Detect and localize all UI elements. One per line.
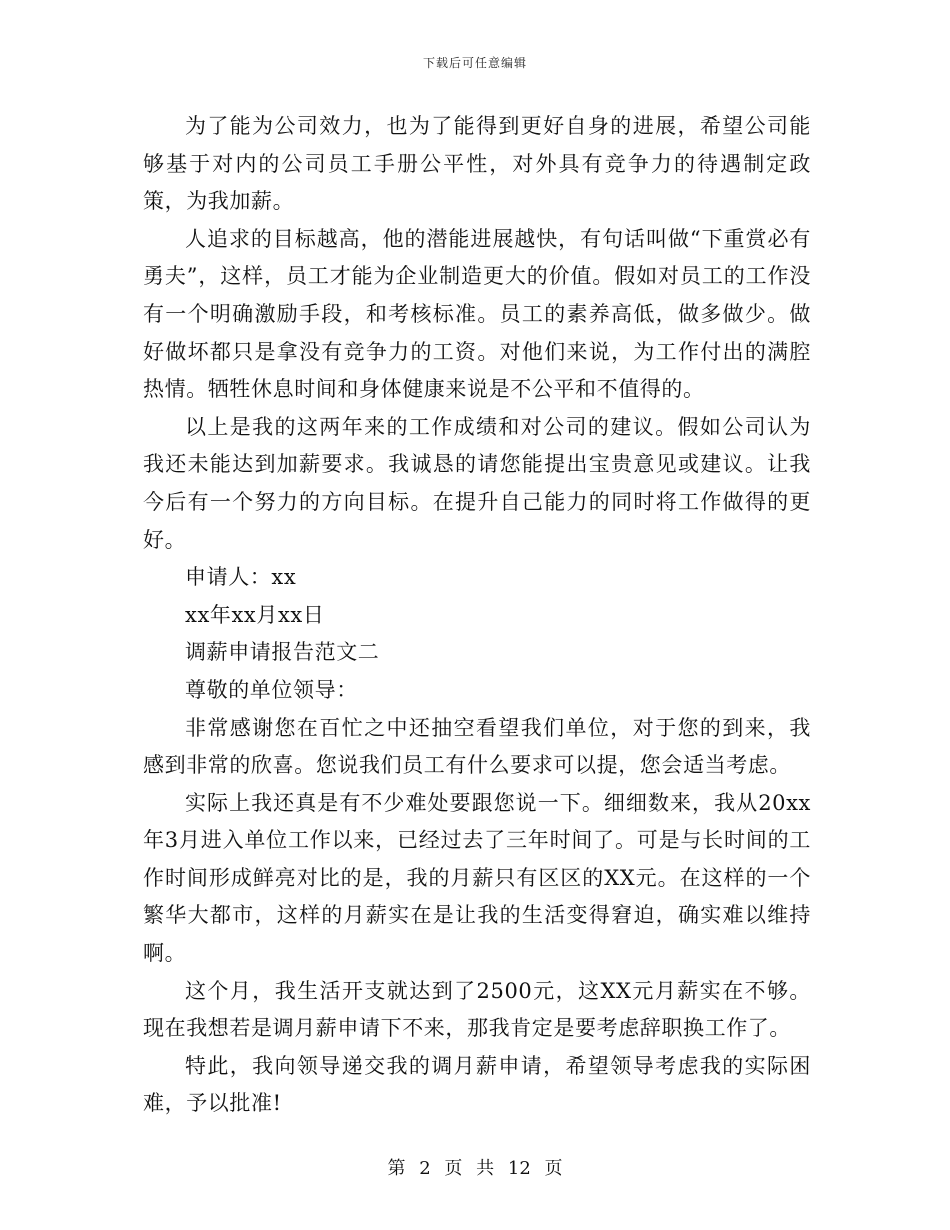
paragraph: 以上是我的这两年来的工作成绩和对公司的建议。假如公司认为我还未能达到加薪要求。我诚恳的请您能提出宝贵意见或建议。让我今后有一个努力的方向目标。在提升自己能力的同时将工作做得的更好。 bbox=[143, 414, 811, 552]
page-label-mid2: 共 bbox=[476, 1158, 495, 1179]
paragraph: 特此，我向领导递交我的调月薪申请，希望领导考虑我的实际困难，予以批准! bbox=[143, 1053, 811, 1116]
page-label-suffix: 页 bbox=[544, 1158, 563, 1179]
total-pages: 12 bbox=[507, 1158, 531, 1179]
document-body bbox=[143, 108, 811, 1123]
page-footer bbox=[0, 1154, 950, 1180]
paragraph: 实际上我还真是有不少难处要跟您说一下。细细数来，我从20xx年3月进入单位工作以来，已经过去了三年时间了。可是与长时间的工作时间形成鲜亮对比的是，我的月薪只有区区的XX元。在这样的一个繁华大都市，这样的月薪实在是让我的生活变得窘迫，确实难以维持啊。 bbox=[143, 790, 811, 966]
paragraph: 人追求的目标越高，他的潜能进展越快，有句话叫做“下重赏必有勇夫”，这样，员工才能为企业制造更大的价值。假如对员工的工作没有一个明确激励手段，和考核标准。员工的素养高低，做多做少。做好做坏都只是拿没有竞争力的工资。对他们来说，为工作付出的满腔热情。牺牲休息时间和身体健康来说是不公平和不值得的。 bbox=[143, 226, 811, 402]
applicant-line: 申请人：xx bbox=[185, 565, 297, 590]
page-header-note: 下载后可任意编辑 bbox=[422, 56, 527, 70]
page-number: 2 bbox=[419, 1158, 431, 1179]
salutation: 尊敬的单位领导： bbox=[185, 677, 358, 702]
paragraph: 非常感谢您在百忙之中还抽空看望我们单位，对于您的到来，我感到非常的欣喜。您说我们员工有什么要求可以提，您会适当考虑。 bbox=[143, 715, 811, 778]
section-title: 调薪申请报告范文二 bbox=[185, 640, 380, 665]
page-label-mid1: 页 bbox=[444, 1158, 463, 1179]
date-line: xx年xx月xx日 bbox=[185, 602, 325, 627]
page-label-prefix: 第 bbox=[387, 1158, 406, 1179]
paragraph: 这个月，我生活开支就达到了2500元，这XX元月薪实在不够。现在我想若是调月薪申请下不来，那我肯定是要考虑辞职换工作了。 bbox=[143, 978, 811, 1041]
paragraph: 为了能为公司效力，也为了能得到更好自身的进展，希望公司能够基于对内的公司员工手册公平性，对外具有竞争力的待遇制定政策，为我加薪。 bbox=[143, 114, 811, 214]
